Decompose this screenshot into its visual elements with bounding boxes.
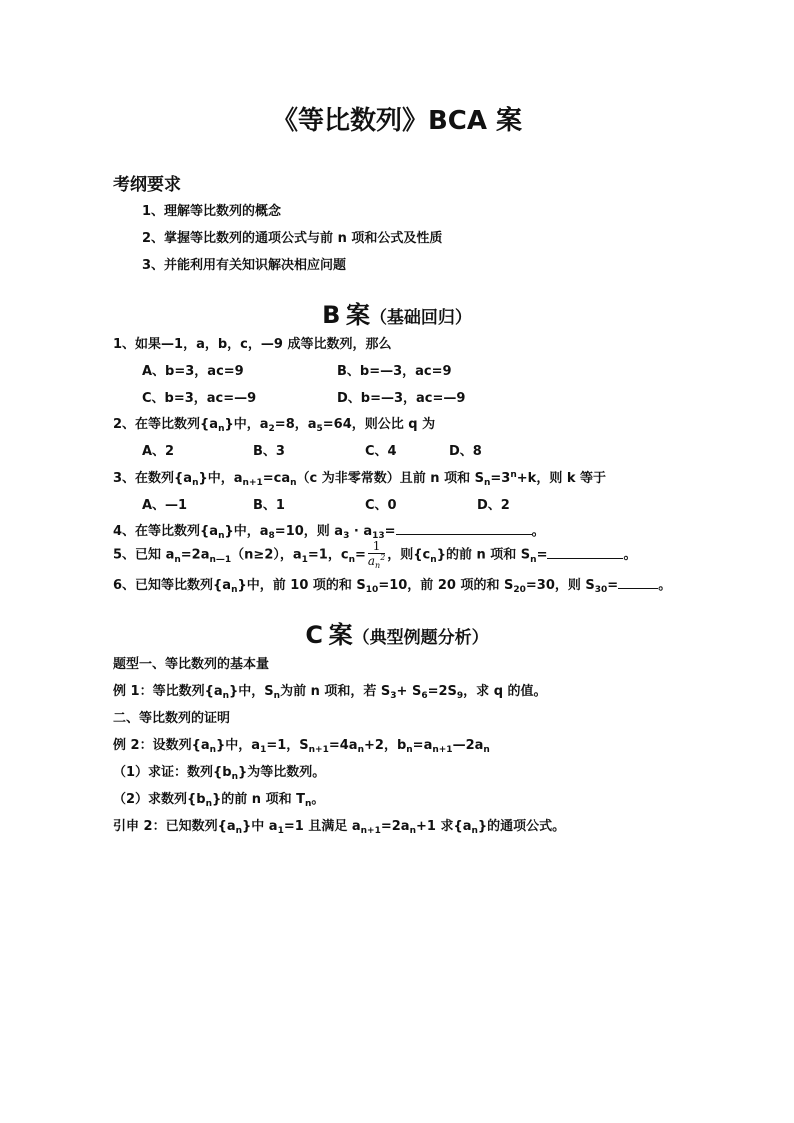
question-5-stem [113,540,636,570]
subscript: n+1 [432,745,453,755]
extension-2 [113,815,565,834]
c-section-letter: C [305,621,324,649]
text: }中 a [242,819,278,834]
text: =10，则 a [274,524,344,539]
subscript: n [174,554,181,565]
subscript: n [305,799,312,809]
text: （1）求证：数列{b [113,765,232,780]
q3-option-b: B、1 [253,498,285,513]
subscript: n [218,424,225,434]
text: }的前 n 项和 S [436,547,531,563]
text: 为前 n 项和，若 S [280,684,391,699]
fraction-numerator: 1 [368,540,385,554]
q2-option-a: A、2 [142,444,175,459]
question-3-stem [113,467,606,486]
text: + S [396,684,422,699]
fraction [368,540,385,570]
q2-option-d: D、8 [449,444,482,459]
q2-option-b: B、3 [253,444,285,459]
text: 5、已知 a [113,547,175,563]
subscript: n [235,826,243,836]
syllabus-heading: 考纲要求 [113,175,181,195]
text: =1 且满足 a [283,819,361,834]
text: }中，a [198,471,243,486]
text: ，求 q 的值。 [463,684,547,699]
subscript: n [430,554,437,565]
question-1-stem: 1、如果—1，a，b，c，—9 成等比数列，那么 [113,337,392,352]
b-section-sub: （基础回归） [369,308,472,328]
question-4-stem [113,520,545,539]
subscript: 8 [268,531,275,541]
text: = [607,578,619,593]
text: =4a [328,738,358,753]
text: =10，前 20 项的和 S [378,578,514,593]
text: =64，则公比 q 为 [322,417,436,432]
text: （2）求数列{b [113,792,206,807]
text: }为等比数列。 [238,765,326,780]
text: 2、在等比数列{a [113,417,219,432]
b-section-letter: B [322,301,341,329]
subscript: n [192,478,199,488]
text: }的通项公式。 [477,819,566,834]
subscript: n [209,745,217,755]
example-2-part-2 [113,788,324,807]
subscript: n [218,531,225,541]
subscript: 3 [343,531,350,541]
text: ，则{c [387,547,431,563]
text: 例 1：等比数列{a [113,684,223,699]
text: =1，S [266,738,309,753]
subscript: n [530,554,537,565]
subscript: n [357,745,364,755]
text: +2，b [364,738,407,753]
text: · a [349,524,373,539]
subscript: 20 [513,585,526,595]
subscript: n+1 [242,478,263,488]
text: 6、已知等比数列{a [113,578,232,593]
text: 例 2：设数列{a [113,738,210,753]
q1-option-d: D、b=—3，ac=—9 [337,391,466,406]
text: }中，a [216,738,261,753]
b-section-heading [0,295,794,330]
text: =3 [490,471,511,486]
subscript: 1 [277,826,284,836]
text: =ca [262,471,291,486]
text: }的前 n 项和 T [212,792,305,807]
q1-option-b: B、b=—3，ac=9 [337,364,452,379]
subscript: 30 [594,585,608,595]
subscript: 9 [456,691,464,701]
text: }中，前 10 项的和 S [237,578,366,593]
subscript: 5 [316,424,323,434]
subscript: 1 [260,745,267,755]
q3-option-d: D、2 [477,498,510,513]
q1-option-c: C、b=3，ac=—9 [142,391,257,406]
subscript: n [409,826,416,836]
q1-option-a: A、b=3，ac=9 [142,364,244,379]
subscript: n [273,691,281,701]
text: 3、在数列{a [113,471,193,486]
text: = [354,547,366,563]
subscript: 1 [301,554,308,565]
subscript: n [483,745,490,755]
text: =8，a [274,417,317,432]
syllabus-item-1: 1、理解等比数列的概念 [142,204,282,219]
subscript: 6 [421,691,428,701]
subscript: n [205,799,213,809]
fraction-denominator [368,554,385,570]
superscript: 2 [380,553,386,562]
text: =2a [380,819,410,834]
subscript: n [290,478,297,488]
text: 。 [531,524,545,539]
subscript: n [231,585,238,595]
subscript: 2 [268,424,275,434]
superscript: n [510,470,517,480]
text: （n≥2），a [231,547,302,563]
text: =a [412,738,433,753]
subscript: n+1 [308,745,329,755]
subscript: 3 [390,691,397,701]
page-title: 《等比数列》BCA 案 [271,106,523,136]
subscript: n [348,554,355,565]
text: —2a [452,738,484,753]
text: }中，S [229,684,274,699]
answer-blank[interactable] [396,522,532,535]
example-2 [113,734,490,753]
subscript: 13 [372,531,385,541]
example-2-part-1 [113,761,325,780]
q3-option-a: A、—1 [142,498,188,513]
example-1 [113,680,547,699]
type-2-heading: 二、等比数列的证明 [113,711,231,726]
type-1-heading: 题型一、等比数列的基本量 [113,657,270,672]
subscript: n [222,691,230,701]
subscript: n [483,478,491,488]
subscript: n [231,772,239,782]
subscript: n [471,826,478,836]
text: }中，a [224,524,269,539]
text: =2a [180,547,210,563]
subscript: n [406,745,413,755]
text: = [536,547,548,563]
subscript: n [375,561,381,570]
text: （c 为非零常数）且前 n 项和 S [296,471,484,486]
text: = [384,524,396,539]
b-section-word: 案 [345,301,370,329]
syllabus-item-3: 3、并能利用有关知识解决相应问题 [142,258,347,273]
text: +1 求{a [415,819,472,834]
text: +k，则 k 等于 [516,471,607,486]
text: =30，则 S [525,578,595,593]
subscript: n+1 [360,826,381,836]
syllabus-item-2: 2、掌握等比数列的通项公式与前 n 项和公式及性质 [142,231,443,246]
text: 4、在等比数列{a [113,524,219,539]
text: 。 [623,547,637,563]
subscript: 10 [365,585,379,595]
text: =1，c [307,547,349,563]
answer-blank[interactable] [547,546,623,559]
subscript: n—1 [209,554,232,565]
question-6-stem [113,574,671,593]
c-section-word: 案 [328,621,353,649]
text: 。 [311,792,325,807]
question-2-stem [113,413,435,432]
q2-option-c: C、4 [365,444,397,459]
text: 。 [658,578,672,593]
text: 引申 2：已知数列{a [113,819,236,834]
c-section-heading [0,615,794,650]
c-section-sub: （典型例题分析） [352,628,489,648]
text: }中，a [224,417,269,432]
answer-blank[interactable] [618,576,658,589]
text: a [367,554,376,568]
text: =2S [427,684,457,699]
q3-option-c: C、0 [365,498,397,513]
